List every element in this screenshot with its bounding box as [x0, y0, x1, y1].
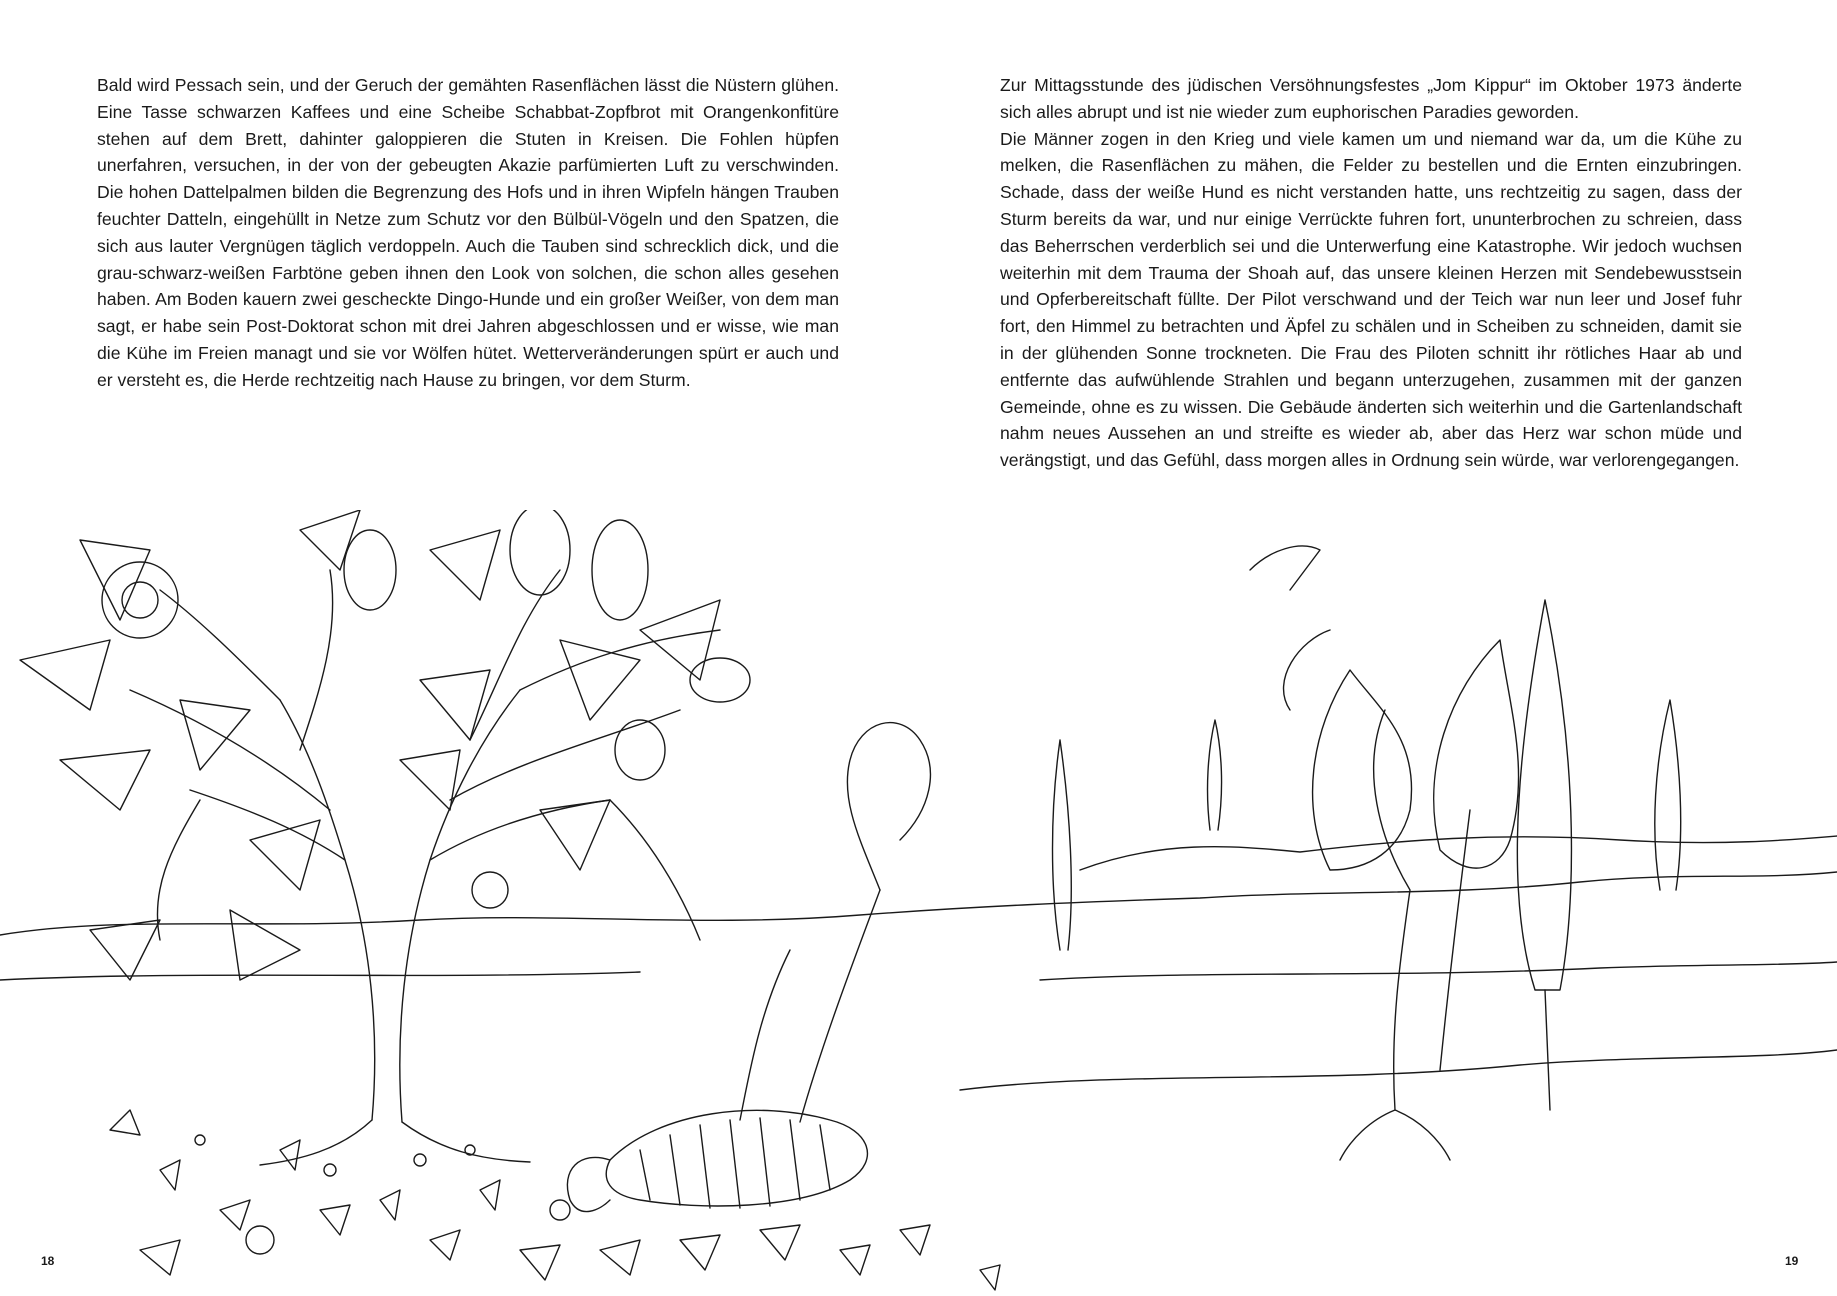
right-page-text	[1000, 72, 1742, 474]
right-paragraph-1: Zur Mittagsstunde des jüdischen Versöhnungsfestes „Jom Kippur“ im Oktober 1973 änderte sich alles abrupt und ist nie wieder zum euphorischen Paradies geworden.	[1000, 75, 1742, 122]
left-page-text	[97, 72, 839, 394]
field-line	[0, 962, 1837, 980]
ink-landscape-illustration	[0, 510, 1837, 1296]
tree-leaves	[20, 510, 750, 980]
flame-trees	[1250, 546, 1519, 1160]
cypress-trees	[1053, 600, 1681, 1110]
horizon-line	[0, 872, 1837, 935]
left-paragraph: Bald wird Pessach sein, und der Geruch der gemähten Rasenflächen lässt die Nüstern glühen. Eine Tasse schwarzen Kaffees und eine Scheibe Schabbat-Zopfbrot mit Orangenkonfitüre stehen auf dem Brett, dahinter galoppieren die Stuten in Kreisen. Die Fohlen hüpfen unerfahren, versuchen, in der von der gebeugten Akazie parfümierten Luft zu verschwinden. Die hohen Dattelpalmen bilden die Begrenzung des Hofs und in ihren Wipfeln hängen Trauben feuchter Datteln, eingehüllt in Netze zum Schutz vor den Bülbül-Vögeln und den Spatzen, die sich aus lauter Vergnügen täglich verdoppeln. Auch die Tauben sind schrecklich dick, und die grau-schwarz-weißen Farbtöne geben ihnen den Look von solchen, die schon alles gesehen haben. Am Boden kauern zwei gescheckte Dingo-Hunde und ein großer Weißer, von dem man sagt, er habe sein Post-Doktorat schon mit drei Jahren abgeschlossen und er wisse, wie man die Kühe im Freien managt und sie vor Wölfen hütet. Wetterveränderungen spürt er auch und er versteht es, die Herde rechtzeitig nach Hause zu bringen, vor dem Sturm.	[97, 75, 839, 390]
page-number-left: 18	[41, 1254, 55, 1268]
right-paragraph-2: Die Männer zogen in den Krieg und viele kamen um und niemand war da, um die Kühe zu melken, die Rasenflächen zu mähen, die Felder zu bestellen und die Ernten einzubringen. Schade, dass der weiße Hund es nicht verstanden hatte, uns rechtzeitig zu sagen, dass der Sturm bereits da war, und nur einige Verrückte fuhren fort, ununterbrochen zu schreien, dass das Beherrschen verderblich sei und die Unterwerfung eine Katastrophe. Wir jedoch wuchsen weiterhin mit dem Trauma der Shoah auf, das unsere kleinen Herzen mit Sendebewusstsein und Opferbereitschaft füllte. Der Pilot verschwand und der Teich war nun leer und Josef fuhr fort, den Himmel zu betrachten und Äpfel zu schälen und in Scheiben zu schneiden, damit sie in der glühenden Sonne trockneten. Die Frau des Piloten schnitt ihr rötliches Haar ab und entfernte das aufwühlende Strahlen und begann unterzugehen, zusammen mit der ganzen Gemeinde, ohne es zu wissen. Die Gebäude änderten sich weiterhin und die Gartenlandschaft nahm neues Aussehen an und streifte es wieder ab, aber das Herz war schon müde und verängstigt, und das Gefühl, dass morgen alles in Ordnung sein würde, war verlorengegangen.	[1000, 128, 1742, 471]
hill-line	[1080, 836, 1837, 870]
fallen-animal	[567, 723, 930, 1212]
ground-line	[960, 1050, 1837, 1090]
page-number-right: 19	[1785, 1254, 1799, 1268]
scattered-fragments	[110, 1110, 1000, 1290]
ornamental-tree	[130, 570, 720, 1165]
